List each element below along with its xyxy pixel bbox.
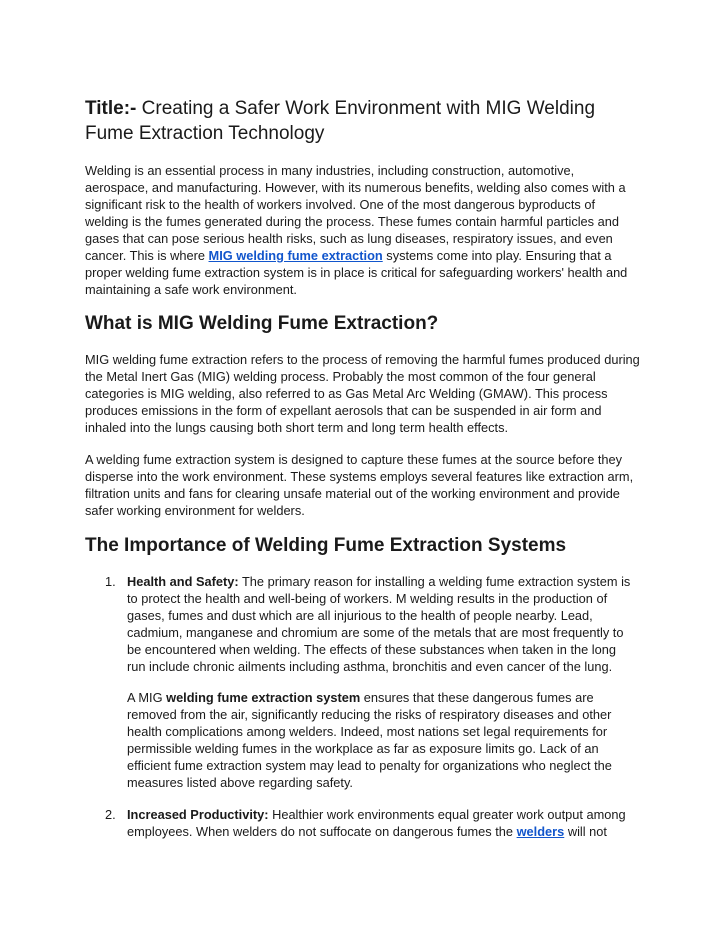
list-item-number: 2.	[105, 807, 116, 822]
list-item-subparagraph	[127, 689, 632, 791]
list-item-text	[127, 573, 632, 675]
list-item-body: The primary reason for installing a welding fume extraction system is to protect the health and well-being of workers. M welding results in the production of gases, fumes and dust which are all injurious to the health of people nearby. Lead, cadmium, manganese and chromium are some of the metals that are most frequently to be encountered when welding. The effects of these substances when taken in the long run include chronic ailments including asthma, bronchitis and even cancer of the lung.	[127, 574, 631, 674]
list-item-body-after-link: will not	[564, 824, 607, 839]
section-heading-what-is: What is MIG Welding Fume Extraction?	[85, 313, 439, 334]
section1-paragraph-2: A welding fume extraction system is designed to capture these fumes at the source before they disperse into the work environment. These systems employs several features like extraction arm, filtration units and fans for clearing unsafe material out of the working environment and provide safer working environment for welders.	[85, 452, 634, 518]
importance-list-continued	[85, 806, 645, 840]
sub-bold-phrase: welding fume extraction system	[166, 690, 361, 705]
section1-paragraph-1: MIG welding fume extraction refers to the process of removing the harmful fumes produced during the Metal Inert Gas (MIG) welding process. Probably the most common of the four general categories is MIG welding, also referred to as Gas Metal Arc Welding (GMAW). This process produces emissions in the form of expellant aerosols that can be suspended in air form and inhaled into the lungs causing both short term and long term health effects.	[85, 352, 640, 435]
list-item-text	[127, 806, 632, 840]
list-item-bold-label: Health and Safety:	[127, 574, 239, 589]
list-item-number: 1.	[105, 574, 116, 589]
importance-list	[85, 573, 645, 791]
sub-text-after: ensures that these dangerous fumes are removed from the air, significantly reducing the risks of respiratory diseases and other health complications among welders. Indeed, most nations set legal requirements for permissible welding fumes in the workplace as far as exposure limits go. Lack of an efficient fume extraction system may lead to penalty for organizations who neglect the measures listed above regarding safety.	[127, 690, 612, 790]
title-label: Title:-	[85, 98, 137, 119]
welders-link[interactable]: welders	[516, 824, 565, 839]
list-item-body-before-link: Healthier work environments equal greater work output among employees. When welders do not suffocate on dangerous fumes the	[127, 807, 626, 839]
list-item-bold-label: Increased Productivity:	[127, 807, 269, 822]
title-text: Creating a Safer Work Environment with MIG Welding Fume Extraction Technology	[85, 98, 596, 144]
mig-welding-fume-extraction-link[interactable]: MIG welding fume extraction	[208, 248, 383, 263]
sub-text-before: A MIG	[127, 690, 167, 705]
document-title	[85, 96, 645, 146]
intro-text-after-link: systems come into play. Ensuring that a proper welding fume extraction system is in place is critical for safeguarding workers' health and maintaining a safe work environment.	[85, 248, 628, 297]
intro-paragraph	[85, 162, 640, 298]
list-item	[85, 806, 645, 840]
section-heading-importance: The Importance of Welding Fume Extraction Systems	[85, 535, 567, 556]
list-item	[85, 573, 645, 791]
intro-text-before-link: Welding is an essential process in many industries, including construction, automotive, aerospace, and manufacturing. However, with its numerous benefits, welding also comes with a significant risk to the health of workers involved. One of the most dangerous byproducts of welding is the fumes generated during the process. These fumes contain harmful particles and gases that can pose serious health risks, such as lung diseases, respiratory issues, and even cancer. This is where	[85, 163, 626, 263]
